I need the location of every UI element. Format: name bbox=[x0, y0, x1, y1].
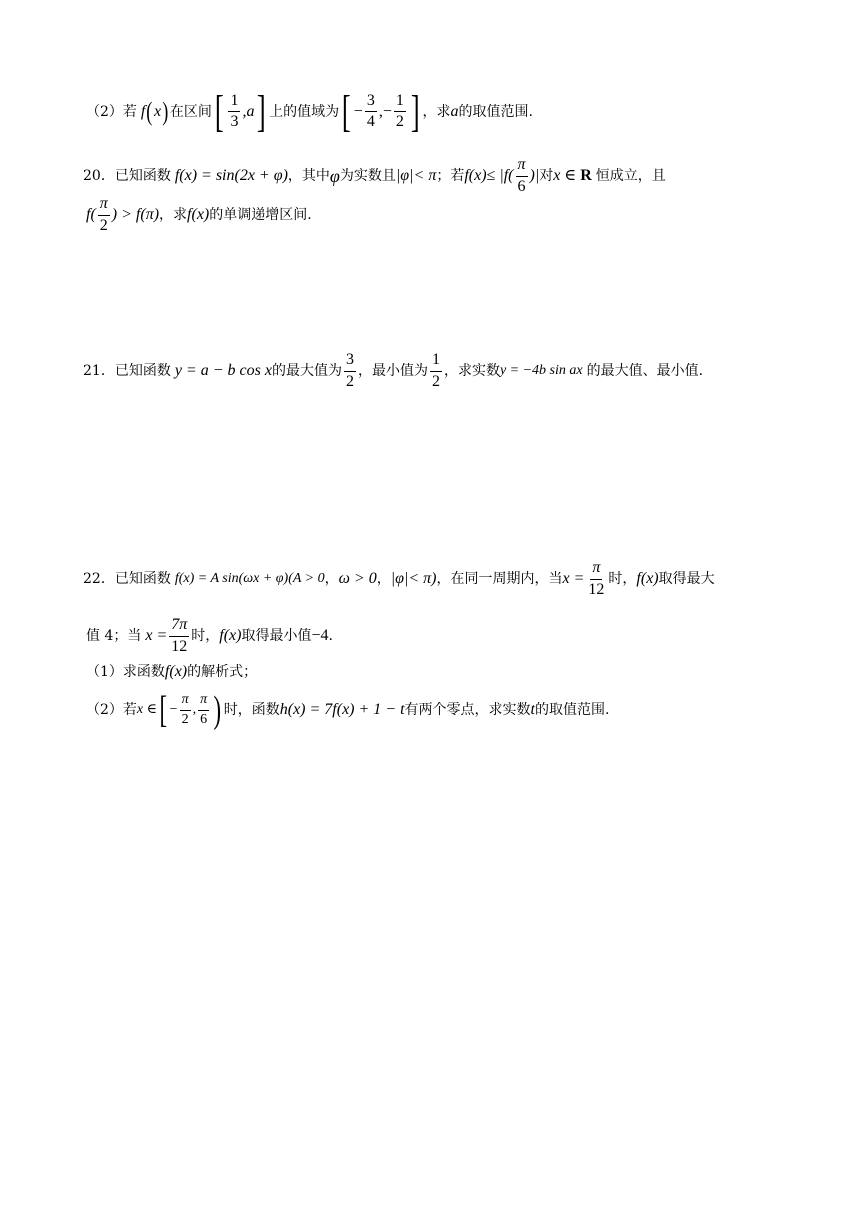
q21-expr: y = a − b cos x bbox=[174, 362, 272, 380]
q22-mid3: 取得最大 bbox=[658, 571, 715, 588]
q20-l2-fx: f(x) bbox=[187, 206, 210, 224]
frac-num: 3 bbox=[365, 93, 377, 113]
q21-line bbox=[83, 352, 703, 391]
q19-neg: − bbox=[353, 102, 363, 120]
frac-den: 12 bbox=[171, 637, 188, 655]
frac-num: π bbox=[590, 560, 602, 580]
q22-p2a: （2）若 bbox=[86, 702, 137, 719]
q22-c2: ， bbox=[376, 571, 391, 588]
q19-tail: ，求 bbox=[422, 103, 451, 120]
q19-part2 bbox=[86, 87, 533, 136]
frac-num: 1 bbox=[394, 93, 406, 113]
q20-mid1: ，其中 bbox=[287, 168, 330, 185]
q21-frac-min bbox=[430, 352, 442, 391]
q21-mid1: 的最大值为 bbox=[271, 363, 342, 380]
q22-x-eq2: x = bbox=[145, 627, 168, 645]
q22-p2b: 时，函数 bbox=[223, 702, 280, 719]
q22-p2-comma: , bbox=[192, 702, 197, 718]
q20-abs-phi: |φ|< π bbox=[395, 167, 437, 185]
frac-den: 3 bbox=[230, 113, 239, 131]
q19-rparen: ) bbox=[162, 96, 169, 126]
q22-x-eq: x = bbox=[562, 570, 585, 588]
q22-p1-fx: f(x) bbox=[164, 663, 188, 680]
q19-a: a bbox=[450, 102, 459, 120]
frac-den: 2 bbox=[395, 113, 404, 131]
q22-p1a: （1）求函数 bbox=[86, 664, 165, 680]
q22-expr: f(x) = A sin(ωx + φ)(A > 0 bbox=[174, 571, 325, 587]
q22-l2a: 值 4；当 bbox=[86, 628, 142, 645]
frac-num: π bbox=[198, 693, 209, 711]
q20-fx-eq: f(x) = sin(2x + φ) bbox=[174, 167, 288, 185]
q22-frac-pi-6 bbox=[198, 693, 209, 727]
q21-number: 21．已知函数 bbox=[83, 363, 171, 380]
frac-num: 7π bbox=[169, 617, 189, 637]
q19-prefix: （2）若 bbox=[86, 103, 137, 120]
q19-range-text: 上的值域为 bbox=[269, 103, 340, 120]
q19-rbracket: ] bbox=[257, 87, 267, 136]
q20-mid5: 恒成立，且 bbox=[595, 168, 666, 185]
q22-p2-t: t bbox=[530, 701, 535, 719]
q22-p1b: 的解析式； bbox=[187, 664, 258, 680]
q19-comma-neg: ,− bbox=[378, 102, 392, 120]
q22-l2end: . bbox=[328, 628, 333, 645]
q19-frac-1-2 bbox=[394, 93, 406, 132]
q19-frac-3-4 bbox=[365, 93, 377, 132]
frac-den: 2 bbox=[181, 711, 189, 727]
q22-neg4: −4 bbox=[311, 627, 329, 645]
q22-p2-x: x ∈ bbox=[136, 702, 157, 718]
frac-den: 12 bbox=[588, 580, 605, 598]
q19-interval-text: 在区间 bbox=[169, 103, 212, 120]
q22-number: 22．已知函数 bbox=[83, 571, 171, 588]
q22-part1 bbox=[86, 664, 257, 680]
frac-den: 6 bbox=[200, 711, 208, 727]
q20-frac-pi-6 bbox=[516, 157, 528, 196]
frac-den: 2 bbox=[99, 216, 108, 234]
q20-mid3: ；若 bbox=[436, 168, 465, 185]
q22-part2 bbox=[86, 689, 610, 732]
q20-l2-tail: ，求 bbox=[159, 207, 188, 224]
frac-den: 2 bbox=[345, 372, 354, 390]
q22-l2c: 取得最小值 bbox=[241, 628, 312, 645]
q20-frac-pi-2 bbox=[98, 196, 110, 235]
q19-lbracket: [ bbox=[214, 87, 224, 136]
q22-fx2: f(x) bbox=[219, 627, 242, 645]
q21-expr2: y = −4b sin ax bbox=[499, 363, 583, 379]
frac-num: π bbox=[516, 157, 528, 177]
q20-abs-f: |f( bbox=[499, 167, 514, 185]
q20-l2-f: f( bbox=[86, 206, 96, 224]
q19-lparen: ( bbox=[146, 96, 153, 126]
frac-den: 6 bbox=[517, 177, 526, 195]
frac-num: π bbox=[98, 196, 110, 216]
frac-num: π bbox=[180, 693, 191, 711]
q19-f: f bbox=[140, 102, 146, 120]
q19-rbracket2: ] bbox=[410, 87, 420, 136]
q22-line2 bbox=[86, 617, 333, 656]
q20-line2 bbox=[86, 196, 312, 235]
q19-comma-a: ,a bbox=[242, 102, 255, 120]
q22-mid2: 时， bbox=[608, 571, 637, 588]
q22-p2c: 有两个零点，求实数 bbox=[404, 702, 531, 719]
q22-omega: ω > 0 bbox=[338, 570, 377, 588]
q22-mid1: ，在同一周期内，当 bbox=[436, 571, 563, 588]
q22-p2-lbracket: [ bbox=[159, 689, 168, 732]
q22-p2-rparen: ) bbox=[213, 689, 222, 732]
q19-frac-1-3 bbox=[228, 93, 240, 132]
q21-end: 的最大值、最小值. bbox=[586, 363, 704, 380]
q22-p2end: 的取值范围. bbox=[535, 702, 610, 719]
q19-tail2: 的取值范围. bbox=[458, 103, 533, 120]
q22-c1: ， bbox=[324, 571, 339, 588]
q20-number: 20．已知函数 bbox=[83, 168, 171, 185]
q19-x: x bbox=[154, 102, 162, 120]
q20-mid2: 为实数且 bbox=[339, 168, 396, 185]
frac-num: 1 bbox=[228, 93, 240, 113]
frac-num: 3 bbox=[344, 352, 356, 372]
q21-mid3: ，求实数 bbox=[443, 363, 500, 380]
q21-frac-max bbox=[344, 352, 356, 391]
q21-mid2: ，最小值为 bbox=[357, 363, 428, 380]
q20-x-in: x ∈ bbox=[553, 167, 577, 185]
q20-line1 bbox=[83, 157, 666, 196]
frac-num: 1 bbox=[430, 352, 442, 372]
q20-fx-le: f(x)≤ bbox=[464, 167, 496, 185]
q22-l2b: 时， bbox=[191, 628, 220, 645]
q20-phi: φ bbox=[329, 166, 340, 187]
frac-den: 4 bbox=[366, 113, 375, 131]
q20-R: R bbox=[580, 167, 592, 185]
q22-frac-pi-2 bbox=[180, 693, 191, 727]
q20-l2-end: 的单调递增区间. bbox=[209, 207, 312, 224]
q20-abs-close: )| bbox=[529, 167, 540, 185]
q20-l2-gt: ) > f(π) bbox=[111, 206, 160, 224]
q19-lbracket2: [ bbox=[342, 87, 351, 136]
q22-frac-pi-12 bbox=[586, 560, 606, 599]
q22-frac-7pi-12 bbox=[169, 617, 189, 656]
q22-absphi: |φ|< π) bbox=[390, 570, 437, 588]
q22-p2-h: h(x) = 7f(x) + 1 − t bbox=[279, 701, 405, 719]
q22-fx: f(x) bbox=[636, 570, 659, 588]
q22-p2-neg: − bbox=[169, 702, 178, 718]
q22-line1 bbox=[83, 560, 715, 599]
frac-den: 2 bbox=[431, 372, 440, 390]
q20-mid4: 对 bbox=[539, 168, 554, 185]
